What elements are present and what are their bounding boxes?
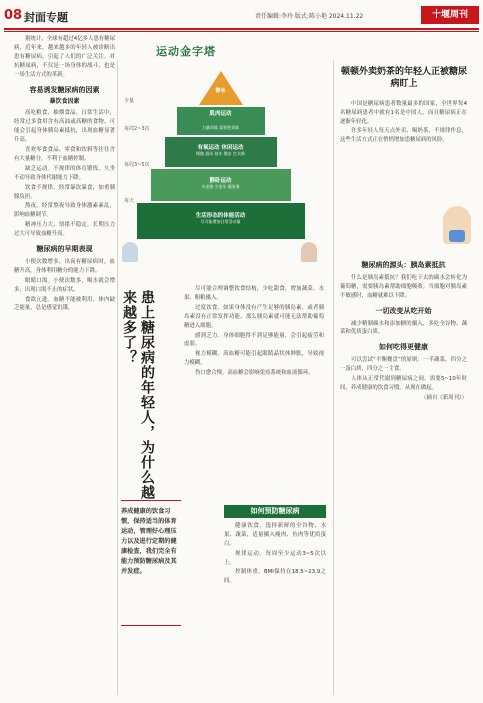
paragraph: 熬夜。经常熬夜导致身体激素紊乱，影响血糖调节。: [14, 203, 115, 219]
header-rule-thin: [4, 31, 479, 32]
paragraph: 尽可能合理调整饮食结构，少吃甜食，增加蔬菜、水果、粗粮摄入。: [184, 286, 324, 301]
paragraph: 人体从正常代谢到糖尿病之间，需要5~10年时间，养成健康的饮食习惯，从现在做起。: [340, 376, 467, 391]
paragraph: 许多年轻人每天点外卖、喝奶茶，不规律作息，这些生活方式正在悄悄增加患糖尿病的风险。: [340, 127, 467, 143]
pyramid-tier-5: [137, 203, 305, 239]
sidebar-article-title: 顿顿外卖奶茶的年轻人正被糖尿病盯上: [340, 67, 467, 89]
tier-label: 有氧运动 休闲运动: [197, 145, 244, 151]
paragraph: 过度饮食。如果身体没有产生足够的胰岛素，或者胰岛素没有正常发挥功能，那么胰岛素就可能无法帮助葡萄糖进入细胞。: [184, 304, 324, 329]
tier-sublabel: 多走路 少坐车 做家务: [201, 184, 240, 189]
header-rule: [4, 28, 479, 30]
pull-quote: 养成健康的饮食习惯，保持适当的体育运动，管理好心理压力以及进行定期的健康检查，我们完全有能力预防糖尿病及其并发症。: [121, 500, 181, 626]
section-heading: 如何吃得更健康: [379, 343, 428, 352]
pyramid-tier-label: 静坐: [215, 88, 226, 94]
paragraph: 伤口愈合慢。高血糖会影响免疫系统和血液循环。: [195, 370, 314, 377]
paragraph: 高吃粮食、抽烟食品。日常生活中，经常过多食用含有高油或高糖的食物、可能会引起身体胰岛素抵抗，出现血糖显著升高。: [14, 110, 115, 144]
pyramid-title: 运动金字塔: [156, 45, 216, 58]
paragraph: 健康饮食。选择新鲜的全谷物、水果、蔬菜，适量摄入瘦肉、鱼肉等优质蛋白。: [224, 522, 326, 547]
main-headline: 患上糖尿病的年轻人，为什么越来越多了？: [121, 290, 155, 500]
paragraph: 减少精制碳水和添加糖的摄入，多吃全谷物、蔬菜和优质蛋白质。: [340, 320, 467, 336]
tier-label: 肌肉运动: [209, 111, 232, 117]
page-header: [0, 0, 483, 30]
frequency-label: 每周3~5次: [124, 162, 150, 168]
sidebar-intro: [340, 100, 467, 145]
paper-logo: 十堰周刊: [421, 6, 479, 24]
paragraph: 缺乏运动。不规律的体育锻炼、久坐不动导致身体代谢能力下降。: [14, 165, 115, 181]
paragraph: 可以尝试“平衡餐盘”的原则：一半蔬菜，四分之一蛋白质，四分之一主食。: [340, 357, 467, 373]
section-heading: 糖尿病的源头：胰岛素抵抗: [361, 261, 446, 269]
tier-sublabel: 慢跑 游泳 骑车 散步 打太极: [195, 151, 246, 156]
tier-sublabel: 尽可能增加日常活动量: [200, 219, 241, 224]
section-heading: 糖尿病的早期表现: [36, 245, 93, 254]
source-credit: （摘自《新周刊》）: [421, 394, 467, 401]
header-meta: 责任编辑:李玲 版式:陈小艳 2024.11.22: [255, 13, 364, 20]
article-column-2: [184, 285, 324, 500]
cartoon-illustration: [443, 206, 471, 244]
tier-sublabel: 力量训练 柔韧性训练: [201, 125, 240, 130]
paragraph: 精神压力大、情绪不稳定。长期压力过大可导致血糖升高。: [14, 222, 115, 238]
person-illustration: [301, 242, 317, 262]
section-heading: 如何预防糖尿病: [224, 505, 326, 518]
frequency-label: 每周2~3次: [124, 126, 150, 132]
paragraph: 食欲亢进。血糖不能被利用，体内缺乏能量，总是感觉饥饿。: [14, 296, 115, 312]
paragraph: 感到乏力。身体细胞得不到足够能量，会引起疲劳和虚弱。: [184, 332, 324, 348]
tier-label: 静卧运动: [209, 178, 232, 184]
section-heading: 一切改变从吃开始: [375, 306, 432, 315]
frequency-label: 每天: [124, 198, 135, 204]
paragraph: 什么是胰岛素抵抗？我们吃下去的碳水会转化为葡萄糖，需要胰岛素帮助细胞吸收。当细胞对胰岛素不敏感时，血糖就难以下降。: [340, 274, 467, 299]
paragraph: 眼睛口渴。小便次数多，喝水就会增多，出现口渴不止的症状。: [14, 277, 115, 293]
article-column-4: [340, 255, 467, 695]
tier-label: 生活形态的体能活动: [195, 213, 246, 219]
section-title: 封面专题: [24, 11, 68, 24]
paragraph: 视力模糊。高血糖可能引起眼睛晶状体肿胀，导致视力模糊。: [184, 351, 324, 367]
page-number: 08: [4, 8, 23, 23]
section-heading: 容易诱发糖尿病的因素: [29, 85, 100, 94]
frequency-label: 少量: [124, 98, 135, 104]
paragraph: 饮食不规律。经常暴饮暴食，加重胰腺负担。: [14, 184, 115, 200]
pyramid-tier-3: [165, 137, 277, 167]
column-divider: [333, 60, 334, 695]
paragraph: 小便次数增多，出夜有糖尿病时，血糖升高，身体利用糖分的能力下降。: [14, 258, 115, 274]
sub-heading: 暴饮食因素: [49, 98, 80, 106]
paragraph: 中国是糖尿病患者数量最多的国家，全世界每4名糖尿病患者中就有1名是中国人，而且糖尿病正在逐渐年轻化。: [340, 101, 467, 125]
person-illustration: [122, 242, 138, 262]
pyramid-tier-4: [151, 169, 291, 201]
article-column-3: [224, 505, 326, 695]
pyramid-tier-2: [177, 107, 265, 135]
exercise-pyramid-infographic: [118, 37, 323, 277]
article-column-1: [14, 35, 115, 695]
paragraph: 喜欢零食食品。零食和饮料等往往含有大量糖分，不利于血糖控制。: [14, 146, 115, 162]
paragraph: 据统计，全球有超过4亿多人患有糖尿病，近年来，越来越多的年轻人被诊断出患有糖尿病，引起了人们的广泛关注。对抗糖尿病，不仅是一场身体的战斗，也是一场生活方式的革新。: [14, 36, 115, 78]
paragraph: 规律运动。每周至少运动3~5次以上。: [224, 550, 326, 566]
paragraph: 控制体重。BMI保持在18.5~23.9之间。: [224, 569, 326, 585]
